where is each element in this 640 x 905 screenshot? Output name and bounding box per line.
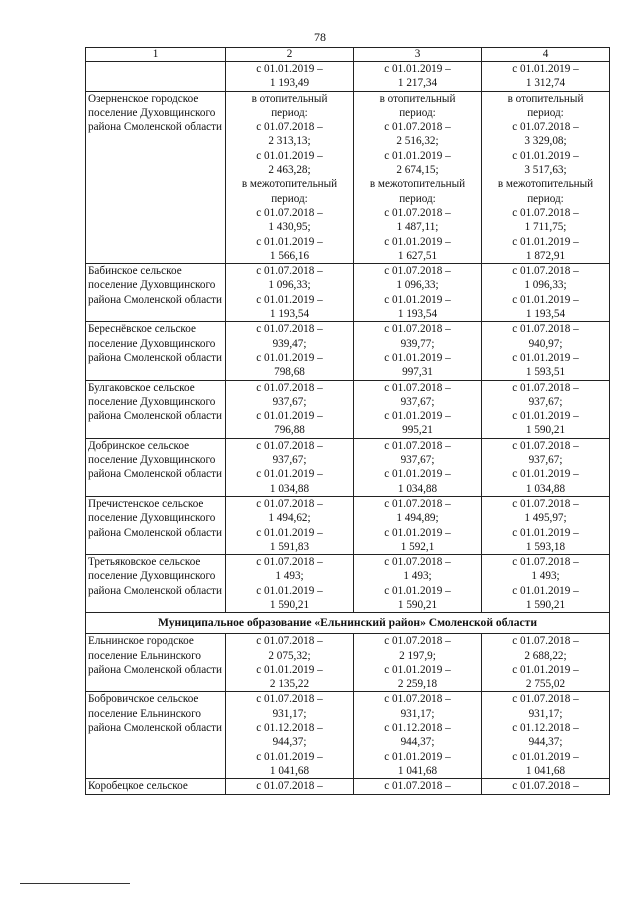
tariff-line: с 01.07.2018 –	[384, 497, 451, 510]
table-row	[86, 496, 610, 554]
tariff-line: 1 494,89;	[396, 512, 439, 525]
settlement-name-cell	[86, 634, 226, 692]
tariff-line: с 01.01.2019 –	[512, 351, 579, 364]
table-header-row	[86, 48, 610, 62]
tariff-line: в отопительный	[379, 92, 456, 105]
tariff-line: с 01.12.2018 –	[256, 722, 323, 735]
tariff-line: с 01.01.2019 –	[384, 663, 451, 676]
column-header: 1	[86, 48, 226, 62]
tariff-cell-col4	[482, 438, 610, 496]
settlement-name-line: Пречистенское сельское	[88, 497, 204, 510]
tariff-line: с 01.01.2019 –	[512, 63, 579, 75]
tariff-line: 2 755,02	[525, 678, 566, 691]
tariff-line: с 01.07.2018 –	[512, 381, 579, 394]
tariff-line: с 01.01.2019 –	[256, 526, 323, 539]
tariff-line: с 01.07.2018 –	[512, 780, 579, 793]
settlement-name-line: Добринское сельское	[88, 439, 190, 452]
tariff-line: с 01.07.2018 –	[512, 693, 579, 706]
settlement-name-line: поселение Духовщинского	[88, 106, 216, 119]
settlement-name-cell	[86, 779, 226, 794]
tariff-table	[85, 47, 610, 795]
tariff-cell-col3	[354, 264, 482, 322]
tariff-cell-col2	[226, 779, 354, 794]
table-row	[86, 634, 610, 692]
tariff-line: период:	[527, 106, 564, 119]
settlement-name-cell	[86, 555, 226, 613]
tariff-line: 3 517,63;	[524, 164, 567, 177]
tariff-line: в отопительный	[251, 92, 328, 105]
tariff-line: с 01.01.2019 –	[384, 468, 451, 481]
tariff-line: 939,77;	[400, 337, 435, 350]
settlement-name-cell	[86, 264, 226, 322]
tariff-cell-col3	[354, 634, 482, 692]
tariff-line: 796,88	[274, 424, 305, 437]
tariff-line: с 01.07.2018 –	[384, 439, 451, 452]
tariff-line: с 01.12.2018 –	[384, 722, 451, 735]
tariff-cell-col3	[354, 91, 482, 264]
tariff-cell-col4	[482, 91, 610, 264]
tariff-line: 1 590,21	[525, 424, 566, 437]
tariff-line: с 01.01.2019 –	[512, 526, 579, 539]
tariff-line: с 01.07.2018 –	[512, 439, 579, 452]
column-header: 3	[354, 48, 482, 62]
settlement-name-line: Береснёвское сельское	[88, 323, 196, 336]
tariff-line: 1 493;	[275, 570, 304, 583]
tariff-line: с 01.01.2019 –	[384, 63, 451, 75]
settlement-name-cell	[86, 91, 226, 264]
table-row	[86, 62, 610, 92]
tariff-line: 944,37;	[528, 736, 563, 749]
tariff-line: с 01.07.2018 –	[384, 206, 451, 219]
tariff-line: период:	[271, 106, 308, 119]
tariff-line: с 01.07.2018 –	[256, 497, 323, 510]
tariff-line: с 01.07.2018 –	[384, 323, 451, 336]
column-header: 2	[226, 48, 354, 62]
table-row	[86, 438, 610, 496]
tariff-line: с 01.01.2019 –	[384, 235, 451, 248]
tariff-cell-col3	[354, 438, 482, 496]
tariff-line: с 01.07.2018 –	[256, 780, 323, 793]
tariff-line: 940,97;	[528, 337, 563, 350]
tariff-line: 1 193,54	[269, 308, 310, 321]
tariff-cell-col4	[482, 62, 610, 92]
tariff-line: 1 217,34	[397, 77, 438, 90]
tariff-line: с 01.01.2019 –	[256, 584, 323, 597]
tariff-line: с 01.12.2018 –	[512, 722, 579, 735]
settlement-name-line: поселение Ельнинского	[88, 649, 202, 662]
tariff-line: 1 627,51	[397, 249, 438, 262]
tariff-line: с 01.01.2019 –	[256, 750, 323, 763]
settlement-name-line: поселение Духовщинского	[88, 337, 216, 350]
settlement-name-line: района Смоленской области	[88, 722, 223, 735]
tariff-line: 937,67;	[272, 454, 307, 467]
tariff-cell-col4	[482, 555, 610, 613]
settlement-name-line: поселение Ельнинского	[88, 707, 202, 720]
tariff-line: 1 711,75;	[524, 221, 567, 234]
tariff-line: 1 034,88	[397, 482, 438, 495]
tariff-line: 1 590,21	[397, 598, 438, 611]
tariff-line: 931,17;	[272, 707, 307, 720]
tariff-line: 944,37;	[272, 736, 307, 749]
tariff-cell-col2	[226, 692, 354, 779]
tariff-cell-col2	[226, 91, 354, 264]
tariff-line: 1 193,54	[525, 308, 566, 321]
settlement-name-line: района Смоленской области	[88, 468, 223, 481]
tariff-line: с 01.07.2018 –	[512, 206, 579, 219]
tariff-line: период:	[271, 192, 308, 205]
settlement-name-line: района Смоленской области	[88, 121, 223, 134]
tariff-line: период:	[399, 106, 436, 119]
tariff-cell-col2	[226, 380, 354, 438]
settlement-name-cell	[86, 496, 226, 554]
tariff-line: с 01.07.2018 –	[512, 323, 579, 336]
tariff-cell-col3	[354, 496, 482, 554]
table-row	[86, 264, 610, 322]
tariff-line: с 01.01.2019 –	[512, 293, 579, 306]
settlement-name-line: района Смоленской области	[88, 663, 223, 676]
tariff-line: с 01.01.2019 –	[256, 149, 323, 162]
tariff-line: с 01.01.2019 –	[512, 750, 579, 763]
tariff-line: 1 034,88	[525, 482, 566, 495]
tariff-line: 931,17;	[400, 707, 435, 720]
tariff-line: с 01.01.2019 –	[384, 149, 451, 162]
tariff-line: 995,21	[402, 424, 433, 437]
tariff-line: в межотопительный	[497, 178, 594, 191]
tariff-line: 2 674,15;	[396, 164, 439, 177]
tariff-line: 1 312,74	[525, 77, 566, 90]
tariff-line: с 01.01.2019 –	[512, 235, 579, 248]
tariff-line: 937,67;	[400, 395, 435, 408]
tariff-line: в межотопительный	[241, 178, 338, 191]
tariff-line: 937,67;	[528, 395, 563, 408]
tariff-line: 1 193,49	[269, 77, 310, 90]
tariff-line: 1 495,97;	[524, 512, 567, 525]
column-header: 4	[482, 48, 610, 62]
tariff-line: 1 493;	[403, 570, 432, 583]
settlement-name-line: Ельнинское городское	[88, 635, 194, 648]
tariff-line: 1 494,62;	[268, 512, 311, 525]
tariff-line: с 01.01.2019 –	[384, 293, 451, 306]
tariff-line: 1 593,51	[525, 366, 566, 379]
tariff-line: с 01.07.2018 –	[512, 635, 579, 648]
tariff-line: 1 590,21	[525, 598, 566, 611]
tariff-cell-col2	[226, 496, 354, 554]
tariff-cell-col4	[482, 779, 610, 794]
tariff-line: в отопительный	[507, 92, 584, 105]
section-heading: Муниципальное образование «Ельнинский район» Смоленской области	[86, 613, 610, 634]
tariff-cell-col2	[226, 322, 354, 380]
tariff-cell-col3	[354, 62, 482, 92]
tariff-line: с 01.01.2019 –	[512, 584, 579, 597]
tariff-line: с 01.01.2019 –	[512, 468, 579, 481]
tariff-cell-col3	[354, 322, 482, 380]
tariff-line: с 01.07.2018 –	[384, 265, 451, 278]
section-heading-row	[86, 613, 610, 634]
settlement-name-cell	[86, 62, 226, 92]
tariff-line: с 01.01.2019 –	[256, 410, 323, 423]
tariff-cell-col2	[226, 438, 354, 496]
table-row	[86, 692, 610, 779]
settlement-name-line: района Смоленской области	[88, 293, 223, 306]
tariff-cell-col4	[482, 380, 610, 438]
tariff-line: с 01.01.2019 –	[384, 584, 451, 597]
tariff-cell-col2	[226, 634, 354, 692]
settlement-name-line: Бобровичское сельское	[88, 693, 199, 706]
settlement-name-line: поселение Духовщинского	[88, 279, 216, 292]
settlement-name-line: поселение Духовщинского	[88, 570, 216, 583]
tariff-line: 2 688,22;	[524, 649, 567, 662]
tariff-line: с 01.01.2019 –	[384, 351, 451, 364]
settlement-name-line: поселение Духовщинского	[88, 454, 216, 467]
settlement-name-line: района Смоленской области	[88, 351, 223, 364]
tariff-cell-col4	[482, 496, 610, 554]
tariff-line: 939,47;	[272, 337, 307, 350]
tariff-line: 1 096,33;	[268, 279, 311, 292]
tariff-line: 2 135,22	[269, 678, 310, 691]
table-row	[86, 91, 610, 264]
tariff-line: 944,37;	[400, 736, 435, 749]
tariff-line: с 01.07.2018 –	[256, 323, 323, 336]
tariff-line: период:	[399, 192, 436, 205]
tariff-line: 1 041,68	[397, 764, 438, 777]
tariff-cell-col4	[482, 322, 610, 380]
table-row	[86, 380, 610, 438]
settlement-name-line: поселение Духовщинского	[88, 512, 216, 525]
tariff-line: с 01.07.2018 –	[256, 206, 323, 219]
tariff-line: с 01.07.2018 –	[512, 497, 579, 510]
tariff-line: с 01.01.2019 –	[512, 149, 579, 162]
tariff-line: 1 592,1	[400, 540, 435, 553]
settlement-name-line: Третьяковское сельское	[88, 556, 201, 569]
tariff-line: с 01.01.2019 –	[384, 750, 451, 763]
tariff-line: 1 493;	[531, 570, 560, 583]
table-row	[86, 555, 610, 613]
tariff-line: 937,67;	[272, 395, 307, 408]
settlement-name-line: Булгаковское сельское	[88, 381, 195, 394]
settlement-name-cell	[86, 692, 226, 779]
settlement-name-cell	[86, 380, 226, 438]
tariff-line: с 01.07.2018 –	[384, 121, 451, 134]
tariff-line: 2 075,32;	[268, 649, 311, 662]
tariff-cell-col2	[226, 264, 354, 322]
tariff-line: период:	[527, 192, 564, 205]
tariff-line: с 01.07.2018 –	[256, 121, 323, 134]
tariff-line: 2 516,32;	[396, 135, 439, 148]
settlement-name-line: района Смоленской области	[88, 526, 223, 539]
tariff-line: 1 193,54	[397, 308, 438, 321]
tariff-line: 1 591,83	[269, 540, 310, 553]
tariff-line: с 01.01.2019 –	[256, 468, 323, 481]
tariff-line: с 01.01.2019 –	[256, 235, 323, 248]
tariff-line: с 01.07.2018 –	[256, 265, 323, 278]
settlement-name-line: Коробецкое сельское	[88, 780, 188, 793]
settlement-name-cell	[86, 322, 226, 380]
tariff-line: с 01.07.2018 –	[256, 635, 323, 648]
tariff-cell-col4	[482, 264, 610, 322]
tariff-cell-col4	[482, 692, 610, 779]
tariff-cell-col2	[226, 62, 354, 92]
tariff-cell-col3	[354, 380, 482, 438]
tariff-line: с 01.07.2018 –	[256, 381, 323, 394]
tariff-line: с 01.07.2018 –	[384, 556, 451, 569]
settlement-name-line: района Смоленской области	[88, 584, 223, 597]
tariff-line: с 01.07.2018 –	[256, 556, 323, 569]
tariff-line: с 01.07.2018 –	[256, 693, 323, 706]
tariff-line: 1 041,68	[269, 764, 310, 777]
tariff-line: с 01.01.2019 –	[512, 410, 579, 423]
tariff-line: 1 487,11;	[396, 221, 439, 234]
tariff-line: 937,67;	[400, 454, 435, 467]
tariff-line: 1 096,33;	[396, 279, 439, 292]
tariff-line: с 01.01.2019 –	[256, 663, 323, 676]
tariff-cell-col3	[354, 692, 482, 779]
tariff-line: 1 593,18	[525, 540, 566, 553]
tariff-line: 1 096,33;	[524, 279, 567, 292]
tariff-line: 1 872,91	[525, 249, 566, 262]
tariff-cell-col3	[354, 555, 482, 613]
tariff-line: с 01.07.2018 –	[384, 381, 451, 394]
tariff-cell-col4	[482, 634, 610, 692]
tariff-line: 2 197,9;	[399, 649, 436, 662]
tariff-line: с 01.01.2019 –	[256, 63, 323, 75]
table-row	[86, 779, 610, 794]
tariff-cell-col3	[354, 779, 482, 794]
tariff-cell-col2	[226, 555, 354, 613]
tariff-line: с 01.07.2018 –	[512, 121, 579, 134]
footnote-divider	[20, 883, 130, 884]
tariff-line: 798,68	[274, 366, 305, 379]
tariff-line: в межотопительный	[369, 178, 466, 191]
settlement-name-line: района Смоленской области	[88, 410, 223, 423]
tariff-line: 3 329,08;	[524, 135, 567, 148]
tariff-line: с 01.07.2018 –	[256, 439, 323, 452]
tariff-line: 1 590,21	[269, 598, 310, 611]
tariff-line: с 01.07.2018 –	[384, 693, 451, 706]
tariff-line: 2 313,13;	[268, 135, 311, 148]
tariff-line: с 01.07.2018 –	[384, 780, 451, 793]
tariff-line: с 01.01.2019 –	[256, 293, 323, 306]
tariff-line: 1 034,88	[269, 482, 310, 495]
table-row	[86, 322, 610, 380]
tariff-line: 1 430,95;	[268, 221, 311, 234]
tariff-line: с 01.07.2018 –	[384, 635, 451, 648]
tariff-line: 937,67;	[528, 454, 563, 467]
tariff-line: 931,17;	[528, 707, 563, 720]
tariff-line: 1 041,68	[525, 764, 566, 777]
tariff-line: 1 566,16	[269, 249, 310, 262]
settlement-name-line: Озерненское городское	[88, 92, 199, 105]
tariff-line: с 01.01.2019 –	[512, 663, 579, 676]
settlement-name-line: поселение Духовщинского	[88, 395, 216, 408]
tariff-line: с 01.07.2018 –	[512, 265, 579, 278]
tariff-line: с 01.01.2019 –	[384, 410, 451, 423]
tariff-line: с 01.01.2019 –	[256, 351, 323, 364]
tariff-line: с 01.07.2018 –	[512, 556, 579, 569]
tariff-line: 2 463,28;	[268, 164, 311, 177]
tariff-line: 997,31	[402, 366, 433, 379]
settlement-name-line: Бабинское сельское	[88, 265, 182, 278]
tariff-line: 2 259,18	[397, 678, 438, 691]
tariff-line: с 01.01.2019 –	[384, 526, 451, 539]
settlement-name-cell	[86, 438, 226, 496]
page-number: 78	[314, 30, 326, 44]
